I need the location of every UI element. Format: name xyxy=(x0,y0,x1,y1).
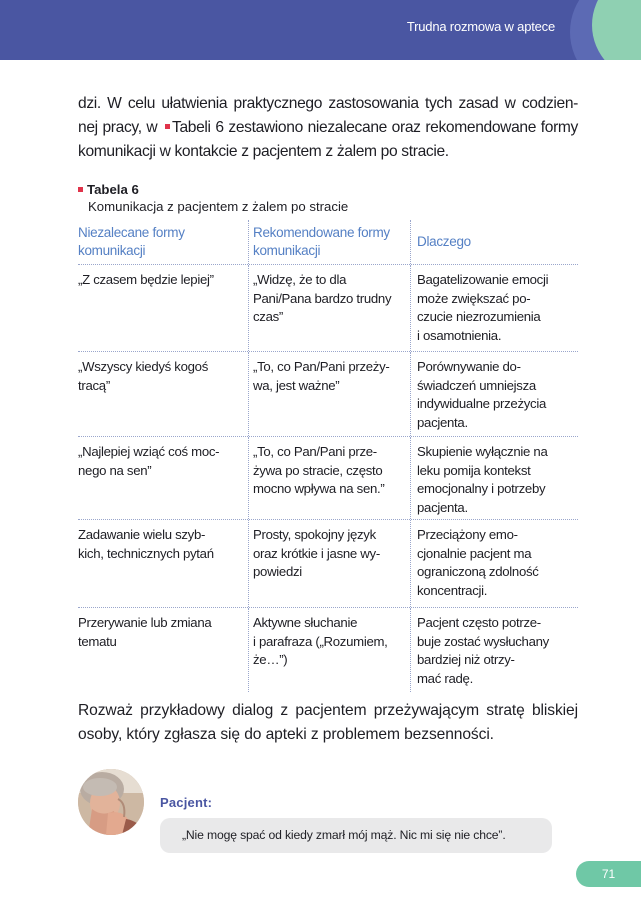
header-line: Rekomendowane formy xyxy=(253,225,390,240)
page-number-badge: 71 xyxy=(576,861,641,887)
running-title: Trudna rozmowa w aptece xyxy=(406,19,555,34)
cell-recommended xyxy=(248,437,410,519)
cell-not-recommended xyxy=(78,608,248,692)
intro-paragraph xyxy=(78,92,578,164)
cell-line: powiedzi xyxy=(253,564,302,579)
cell-line: i parafraza („Rozumiem, xyxy=(253,633,388,649)
cell-line: pacjenta. xyxy=(417,414,468,430)
cell-line: wa, jest ważne” xyxy=(253,377,340,393)
cell-line: tematu xyxy=(78,633,117,649)
cell-line: mać radę. xyxy=(417,670,473,686)
cell-line: „Z czasem będzie lepiej” xyxy=(78,272,214,287)
cell-line: Pacjent często potrze- xyxy=(417,615,541,630)
table-row xyxy=(78,436,578,519)
cell-line: buje zostać wysłuchany xyxy=(417,633,549,649)
table-row xyxy=(78,351,578,436)
cell-line: i osamotnienia. xyxy=(417,327,502,343)
header-not-recommended xyxy=(78,220,248,264)
cell-line: koncentracji. xyxy=(417,582,488,598)
cell-line: Porównywanie do- xyxy=(417,359,521,374)
cell-line: czas” xyxy=(253,309,284,324)
patient-portrait-icon xyxy=(78,769,144,835)
dialog-intro-paragraph xyxy=(78,699,578,747)
cell-line: mocno wpływa na sen.” xyxy=(253,481,385,496)
speaker-label: Pacjent: xyxy=(160,795,213,810)
cell-line: pacjenta. xyxy=(417,499,468,515)
cell-line: czucie niezrozumienia xyxy=(417,309,541,324)
intro-line xyxy=(78,116,578,140)
table-row xyxy=(78,519,578,607)
cell-why xyxy=(410,520,578,607)
table-caption xyxy=(78,181,348,215)
cell-line: leku pomija kontekst xyxy=(417,462,531,478)
cell-not-recommended xyxy=(78,352,248,436)
table-row xyxy=(78,264,578,351)
patient-avatar xyxy=(78,769,144,835)
cell-line: że…”) xyxy=(253,652,288,667)
cell-recommended xyxy=(248,265,410,351)
cell-not-recommended xyxy=(78,437,248,519)
cell-line: tracą” xyxy=(78,377,110,393)
cell-line: kich, technicznych pytań xyxy=(78,545,214,561)
table-reference-text: Tabeli 6 zestawiono niezalecane oraz rekomendowane formy xyxy=(172,119,579,136)
cell-why xyxy=(410,437,578,519)
cell-line: cjonalnie pacjent ma xyxy=(417,545,532,561)
intro-line: komunikacji w kontakcie z pacjentem z żalem po stracie. xyxy=(78,143,449,160)
cell-line: indywidualne przeżycia xyxy=(417,396,547,411)
cell-line: nego na sen” xyxy=(78,462,152,478)
outro-line: Rozważ przykładowy dialog z pacjentem przeżywającym stratę bliskiej xyxy=(78,702,578,719)
table-header-row xyxy=(78,220,578,264)
page-header xyxy=(0,0,641,60)
cell-why xyxy=(410,352,578,436)
cell-line: Bagatelizowanie emocji xyxy=(417,272,549,287)
cell-line: „Najlepiej wziąć coś moc- xyxy=(78,444,220,459)
cell-line: emocjonalny i potrzeby xyxy=(417,481,546,496)
cell-why xyxy=(410,608,578,692)
cell-not-recommended xyxy=(78,265,248,351)
cell-why xyxy=(410,265,578,351)
table-name xyxy=(78,181,348,198)
cell-line: „Widzę, że to dla xyxy=(253,272,347,287)
header-line: Dlaczego xyxy=(417,234,471,249)
table-reference-marker-icon xyxy=(165,124,170,129)
header-why xyxy=(410,220,578,264)
table-subtitle: Komunikacja z pacjentem z żalem po stracie xyxy=(88,199,349,214)
header-accent-circle xyxy=(592,0,641,60)
intro-line-start: nej pracy, w xyxy=(78,119,162,136)
cell-recommended xyxy=(248,520,410,607)
cell-line: Skupienie wyłącznie na xyxy=(417,444,548,459)
table-name-text: Tabela 6 xyxy=(87,182,139,197)
cell-line: Pani/Pana bardzo trudny xyxy=(253,290,392,306)
outro-line: osoby, który zgłasza się do apteki z problemem bezsenności. xyxy=(78,726,494,743)
speech-bubble: „Nie mogę spać od kiedy zmarł mój mąż. Nic mi się nie chce”. xyxy=(160,818,552,853)
cell-line: Przerywanie lub zmiana xyxy=(78,615,212,630)
cell-line: „Wszyscy kiedyś kogoś xyxy=(78,359,208,374)
cell-line: oraz krótkie i jasne wy- xyxy=(253,545,380,561)
cell-line: ograniczoną zdolność xyxy=(417,564,539,579)
table-marker-icon xyxy=(78,187,83,192)
cell-recommended xyxy=(248,608,410,692)
cell-line: „To, co Pan/Pani przeży- xyxy=(253,359,390,374)
cell-not-recommended xyxy=(78,520,248,607)
cell-line: Zadawanie wielu szyb- xyxy=(78,527,206,542)
cell-recommended xyxy=(248,352,410,436)
cell-line: bardziej niż otrzy- xyxy=(417,652,515,667)
cell-line: żywa po stracie, często xyxy=(253,462,383,478)
header-line: Niezalecane formy xyxy=(78,225,185,240)
table-row xyxy=(78,607,578,692)
cell-line: może zwiększać po- xyxy=(417,290,531,306)
cell-line: Aktywne słuchanie xyxy=(253,615,358,630)
header-recommended xyxy=(248,220,410,264)
intro-line: dzi. W celu ułatwienia praktycznego zastosowania tych zasad w codzien- xyxy=(78,95,578,112)
cell-line: Prosty, spokojny język xyxy=(253,527,376,542)
cell-line: „To, co Pan/Pani prze- xyxy=(253,444,377,459)
cell-line: świadczeń umniejsza xyxy=(417,377,536,393)
communication-table xyxy=(78,220,578,692)
header-line: komunikacji xyxy=(78,243,146,258)
header-line: komunikacji xyxy=(253,243,321,258)
cell-line: Przeciążony emo- xyxy=(417,527,518,542)
